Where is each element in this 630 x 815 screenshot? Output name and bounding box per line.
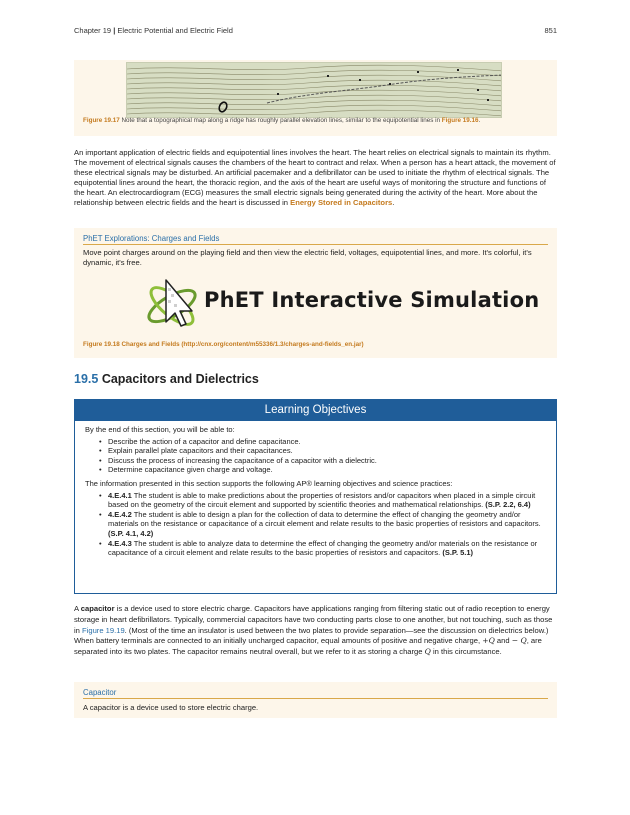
figure-19-16-link[interactable]: Figure 19.16 xyxy=(441,117,479,124)
heart-paragraph-end: . xyxy=(392,197,395,207)
cap-and: and xyxy=(494,636,512,646)
capacitor-definition-box xyxy=(74,682,557,718)
section-number: 19.5 xyxy=(74,372,99,386)
capacitor-title-rule xyxy=(83,698,548,699)
page-number: 851 xyxy=(544,26,557,35)
header-separator: | xyxy=(113,26,116,35)
capacitor-box-title: Capacitor xyxy=(83,688,117,697)
list-item: • Determine capacitance given charge and voltage. xyxy=(99,465,547,475)
learning-objectives-body xyxy=(85,425,547,562)
caption-text: Note that a topographical map along a ridge has roughly parallel elevation lines, similar to the equipotential lines in xyxy=(119,117,442,124)
energy-stored-link[interactable]: Energy Stored in Capacitors xyxy=(290,197,393,207)
objectives-list xyxy=(99,437,547,475)
ap-text: The student is able to design a plan for the collection of data to determine the effect of changing the geometry and/or materials on the resistance or capacitance of a circuit element and relate results to the basic properties of resistors and capacitors. xyxy=(108,509,541,529)
lo-intro: By the end of this section, you will be able to: xyxy=(85,425,235,434)
ap-practice: (S.P. 5.1) xyxy=(442,548,474,558)
figure-label: Figure 19.18 xyxy=(83,341,120,348)
phet-box-body: Move point charges around on the playing field and then view the electric field, voltages, equipotential lines, and more. It's colorful, it's dynamic, it's free. xyxy=(83,248,532,267)
cursor-atom-icon xyxy=(144,274,206,336)
heart-paragraph-text: An important application of electric fields and equipotential lines involves the heart. The heart relies on electrical signals to maintain its rhythm. The movement of electrical signals causes the chambers of the heart to contract and relax. When a person has a heart attack, the movement of these electrical signals may be disturbed. An artificial pacemaker and a defibrillator can be used to initiate the rhythm of electrical signals. The equipotential lines around the heart, the thoracic region, and the axis of the heart are useful ways of monitoring the structure and functions of the heart. An electrocardiogram (ECG) measures the small electric signals being generated during the activity of the heart. More about the relationship between electric fields and the heart is discussed in xyxy=(74,148,556,207)
q-math: Q xyxy=(424,647,431,657)
phet-simulation-logo[interactable] xyxy=(144,274,540,336)
cap-text-2: . (Most of the time an insulator is used between the two plates to provide separation—see the discussion on dielectrics below.) When battery terminals are connected to an initially uncharged capacitor, equal amounts of positive and negative charge, xyxy=(74,625,549,646)
cap-text-4: in this circumstance. xyxy=(430,647,502,657)
minus-q-math: − Q xyxy=(511,636,527,646)
phet-logo-text: PhET Interactive Simulation xyxy=(204,288,540,312)
list-item xyxy=(99,491,547,510)
page-header xyxy=(74,26,557,38)
list-item xyxy=(99,510,547,539)
figure-19-18-caption xyxy=(83,341,549,349)
learning-objectives-heading: Learning Objectives xyxy=(75,400,556,421)
caption-end: . xyxy=(478,117,481,124)
list-item: • Discuss the process of increasing the capacitance of a capacitor with a dielectric. xyxy=(99,456,547,466)
topographic-map-image xyxy=(126,62,502,118)
ap-intro: The information presented in this section supports the following AP® learning objectives and science practices: xyxy=(85,478,453,488)
phet-box-title: PhET Explorations: Charges and Fields xyxy=(83,234,220,243)
heart-paragraph xyxy=(74,148,557,207)
capacitor-term: capacitor xyxy=(80,604,115,613)
phet-simulation-link[interactable]: Charges and Fields (http://cnx.org/content/m55336/1.3/charges-and-fields_en.jar) xyxy=(119,341,364,348)
capacitor-box-body: A capacitor is a device used to store electric charge. xyxy=(83,703,259,712)
ap-practice: (S.P. 2.2, 6.4) xyxy=(485,500,531,510)
ap-code: 4.E.4.1 xyxy=(108,490,132,500)
ap-code: 4.E.4.3 xyxy=(108,538,132,548)
list-item xyxy=(99,539,547,558)
phet-explorations-box xyxy=(74,228,557,358)
figure-19-17-caption xyxy=(83,117,549,125)
ap-objectives-list xyxy=(99,491,547,558)
ap-practice: (S.P. 4.1, 4.2) xyxy=(108,528,154,538)
topographic-map-drawing xyxy=(127,63,502,118)
list-item: • Explain parallel plate capacitors and their capacitances. xyxy=(99,446,547,456)
list-item: • Describe the action of a capacitor and define capacitance. xyxy=(99,437,547,447)
cap-text-pre: A xyxy=(74,604,81,613)
ap-text: The student is able to analyze data to determine the effect of changing the geometry and/or materials on the resistance or capacitance of a circuit element and relate results to the basic properties of resistors and capacitors. xyxy=(108,538,538,558)
chapter-title: Electric Potential and Electric Field xyxy=(117,26,233,35)
cap-text-1: is a device used to store electric charge. Capacitors have applications ranging from filtering static out of radio reception to energy storage in heart defibrillators. Typically, commercial capacitors have two conducting parts close to one another, but not touching, such as those in xyxy=(74,604,553,635)
phet-title-rule xyxy=(83,244,548,245)
chapter-label: Chapter 19 xyxy=(74,26,112,35)
figure-label: Figure 19.17 xyxy=(83,117,120,124)
plus-q-math: +Q xyxy=(482,636,495,646)
ap-text: The student is able to make predictions about the properties of resistors and/or capacitors when placed in a simple circuit based on the geometry of the circuit element and supported by scientific theories and mathematical relationships. xyxy=(108,490,536,510)
cap-text-3: , are separated into its two plates. The capacitor remains neutral overall, but we refer to it as storing a charge xyxy=(74,636,542,657)
section-heading xyxy=(74,372,259,386)
learning-objectives-box xyxy=(74,399,557,594)
ap-code: 4.E.4.2 xyxy=(108,509,132,519)
figure-19-19-link[interactable]: Figure 19.19 xyxy=(82,625,125,635)
section-title: Capacitors and Dielectrics xyxy=(98,372,259,386)
capacitor-paragraph xyxy=(74,604,557,658)
figure-19-17-box xyxy=(74,60,557,136)
